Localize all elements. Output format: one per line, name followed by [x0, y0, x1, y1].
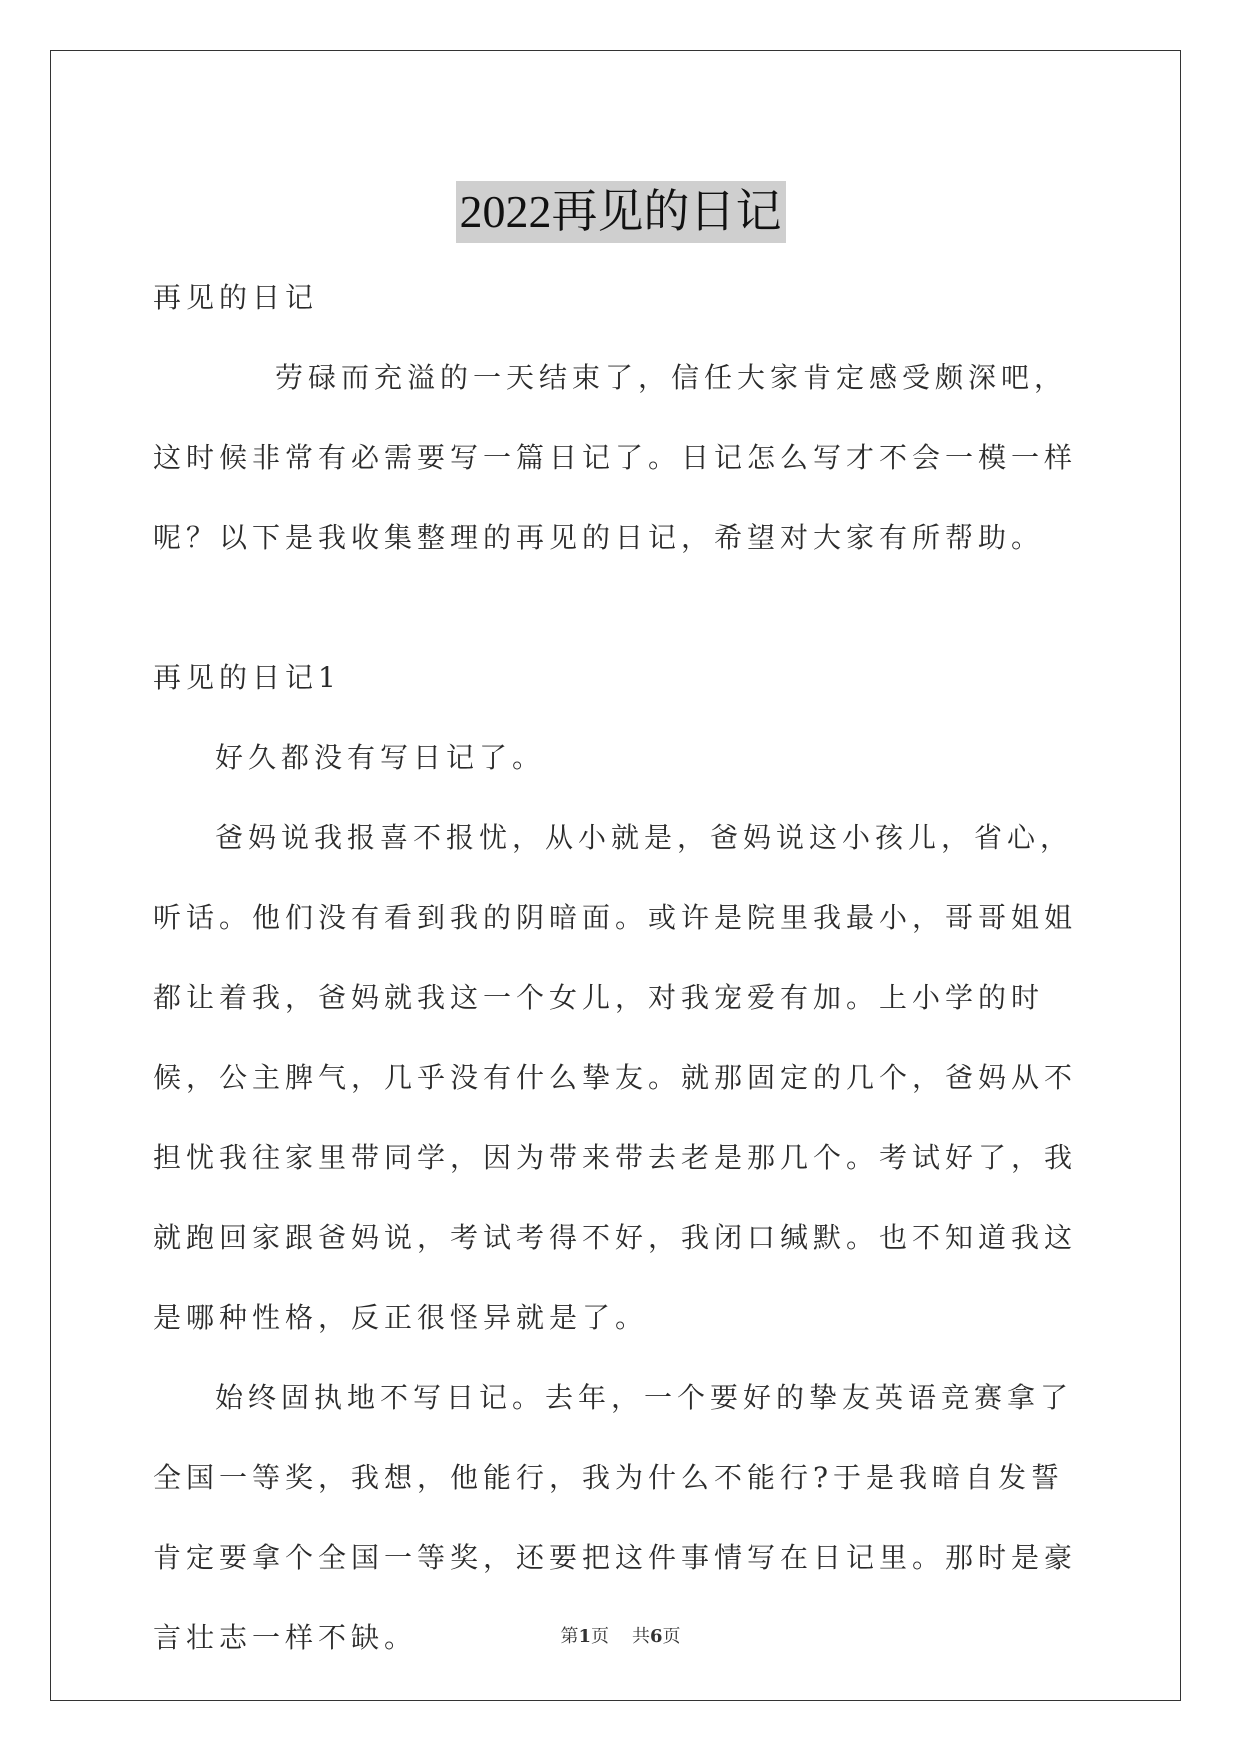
- section-gap: [153, 578, 1093, 638]
- page-footer: [0, 1622, 1241, 1648]
- title-wrap: [0, 150, 1241, 274]
- document-title: 2022再见的日记: [456, 181, 786, 243]
- body-paragraph-2: 爸妈说我报喜不报忧，从小就是，爸妈说这小孩儿，省心，听话。他们没有看到我的阴暗面。或许是院里我最小，哥哥姐姐都让着我，爸妈就我这一个女儿，对我宠爱有加。上小学的时候，公主脾气，几乎没有什么挚友。就那固定的几个，爸妈从不担忧我往家里带同学，因为带来带去老是那几个。考试好了，我就跑回家跟爸妈说，考试考得不好，我闭口缄默。也不知道我这是哪种性格，反正很怪异就是了。: [153, 821, 1078, 1334]
- intro-paragraph: 劳碌而充溢的一天结束了，信任大家肯定感受颇深吧，这时候非常有必需要写一篇日记了。日记怎么写才不会一模一样呢？以下是我收集整理的再见的日记，希望对大家有所帮助。: [153, 361, 1078, 554]
- footer-page-total: 6: [649, 1626, 663, 1647]
- footer-page-current: 1: [578, 1626, 592, 1647]
- footer-page-prefix: 第: [560, 1626, 579, 1647]
- subtitle: 再见的日记: [153, 281, 319, 314]
- footer-total-suffix: 页: [662, 1626, 681, 1647]
- footer-total-prefix: 共: [631, 1626, 650, 1647]
- body-paragraph-3: 始终固执地不写日记。去年，一个要好的挚友英语竞赛拿了全国一等奖，我想，他能行，我为什么不能行?于是我暗自发誓肯定要拿个全国一等奖，还要把这件事情写在日记里。那时是豪言壮志一样不缺。: [153, 1381, 1078, 1654]
- footer-page-suffix: 页: [591, 1626, 610, 1647]
- body-paragraph-1: 好久都没有写日记了。: [215, 741, 546, 774]
- document-body: [153, 258, 1093, 1678]
- section-heading: 再见的日记1: [153, 661, 341, 694]
